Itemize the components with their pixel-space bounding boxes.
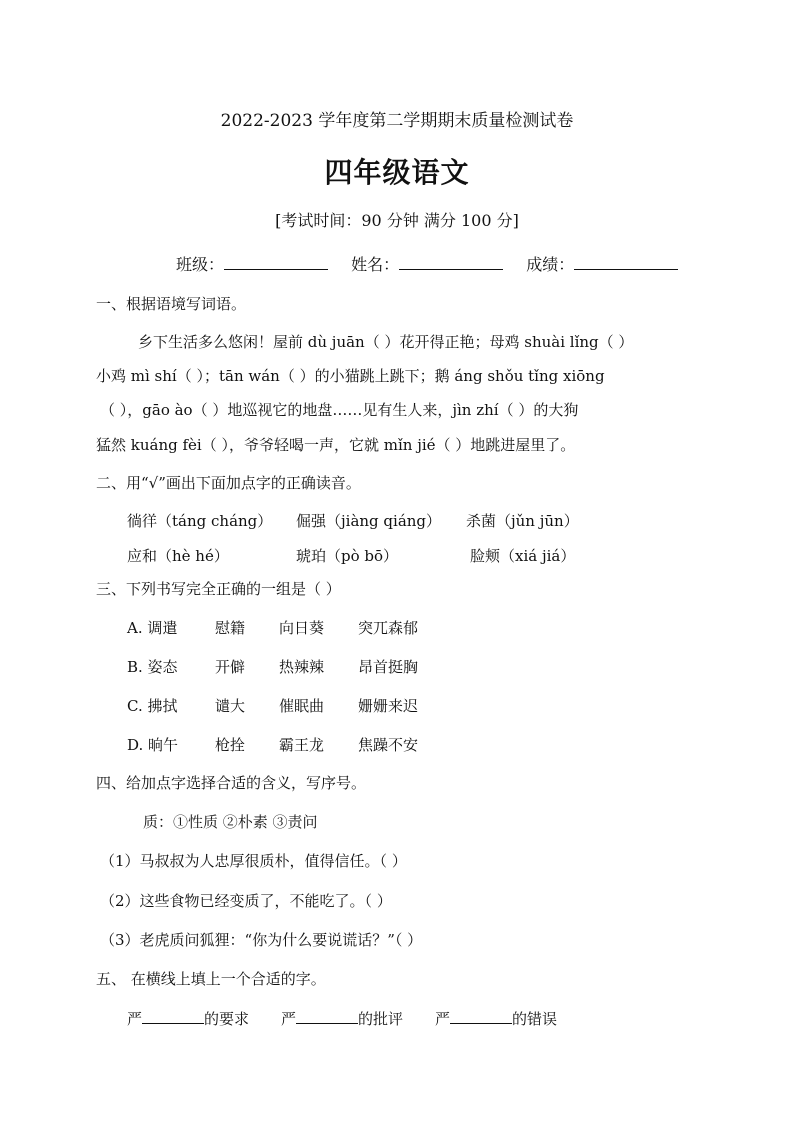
q3-option-d-label: D. 晌午: [127, 736, 179, 754]
q2-item: 琥珀（pò bō）: [296, 547, 399, 565]
q3-option-word: 慰籍: [215, 619, 246, 637]
exam-info: [考试时间：90 分钟 满分 100 分]: [275, 211, 519, 230]
q5-blank-3[interactable]: [450, 1011, 512, 1024]
q5-suffix: 的错误: [512, 1010, 558, 1028]
q3-option-word: 向日葵: [279, 619, 325, 637]
student-info-row: [176, 252, 696, 275]
score-blank[interactable]: [574, 255, 678, 270]
q5-prefix: 严: [435, 1010, 451, 1028]
q3-option-word: 热辣辣: [279, 658, 325, 676]
q4-item-1: （1）马叔叔为人忠厚很质朴，值得信任。（ ）: [100, 852, 407, 870]
q4-meanings: 质：①性质 ②朴素 ③责问: [143, 813, 318, 831]
name-blank[interactable]: [399, 255, 503, 270]
q3-option-word: 霸王龙: [279, 736, 325, 754]
q2-item: 脸颊（xiá jiá）: [470, 547, 576, 565]
q1-title: 一、根据语境写词语。: [96, 295, 247, 313]
q1-line-4: 猛然 kuáng fèi（ ），爷爷轻喝一声，它就 mǐn jié（ ）地跳进屋里了。: [96, 436, 576, 454]
subject-title: 四年级语文: [324, 156, 470, 189]
q5-prefix: 严: [127, 1010, 143, 1028]
score-label: 成绩：: [526, 255, 575, 274]
name-label: 姓名：: [351, 255, 400, 274]
q4-item-3: （3）老虎质问狐狸：“你为什么要说谎话？”（ ）: [100, 931, 423, 949]
q2-item: 杀菌（jǔn jūn）: [466, 512, 579, 530]
q1-line-3: （ ），gāo ào（ ）地巡视它的地盘……见有生人来，jìn zhí（ ）的大狗: [100, 401, 579, 419]
q4-item-2: （2）这些食物已经变质了，不能吃了。（ ）: [100, 892, 392, 910]
q1-line-2: 小鸡 mì shí（ ）；tān wán（ ）的小猫跳上跳下；鹅 áng shǒu tǐng xiōng: [96, 367, 605, 385]
q5-title: 五、 在横线上填上一个合适的字。: [96, 970, 326, 988]
q3-option-b-label: B. 姿态: [127, 658, 178, 676]
q3-option-word: 昂首挺胸: [358, 658, 419, 676]
q2-title: 二、用“√”画出下面加点字的正确读音。: [96, 474, 361, 492]
q1-line-1: 乡下生活多么悠闲！屋前 dù juān（ ）花开得正艳；母鸡 shuài lǐng（ ）: [138, 333, 634, 351]
q4-title: 四、给加点字选择合适的含义，写序号。: [96, 774, 367, 792]
q2-item: 应和（hè hé）: [127, 547, 229, 565]
q3-option-word: 开僻: [215, 658, 246, 676]
q5-suffix: 的要求: [204, 1010, 250, 1028]
q5-blank-2[interactable]: [296, 1011, 358, 1024]
class-blank[interactable]: [224, 255, 328, 270]
q3-option-word: 突兀森郁: [358, 619, 419, 637]
q2-item: 徜徉（táng cháng）: [127, 512, 273, 530]
q3-option-word: 枪拴: [215, 736, 246, 754]
q5-blank-1[interactable]: [142, 1011, 204, 1024]
q2-item: 倔强（jiàng qiáng）: [296, 512, 442, 530]
q3-option-word: 催眠曲: [279, 697, 325, 715]
q3-title: 三、下列书写完全正确的一组是（ ）: [96, 580, 341, 598]
q3-option-word: 谴大: [215, 697, 246, 715]
q3-option-a-label: A. 调遣: [127, 619, 178, 637]
class-label: 班级：: [176, 255, 225, 274]
q3-option-word: 姗姗来迟: [358, 697, 419, 715]
q3-option-word: 焦躁不安: [358, 736, 419, 754]
q5-prefix: 严: [281, 1010, 297, 1028]
q5-item-3: [435, 1008, 557, 1029]
exam-title: 2022-2023 学年度第二学期期末质量检测试卷: [220, 111, 574, 131]
q3-option-c-label: C. 拂拭: [127, 697, 178, 715]
q5-item-1: [127, 1008, 249, 1029]
q5-suffix: 的批评: [358, 1010, 404, 1028]
q5-item-2: [281, 1008, 403, 1029]
